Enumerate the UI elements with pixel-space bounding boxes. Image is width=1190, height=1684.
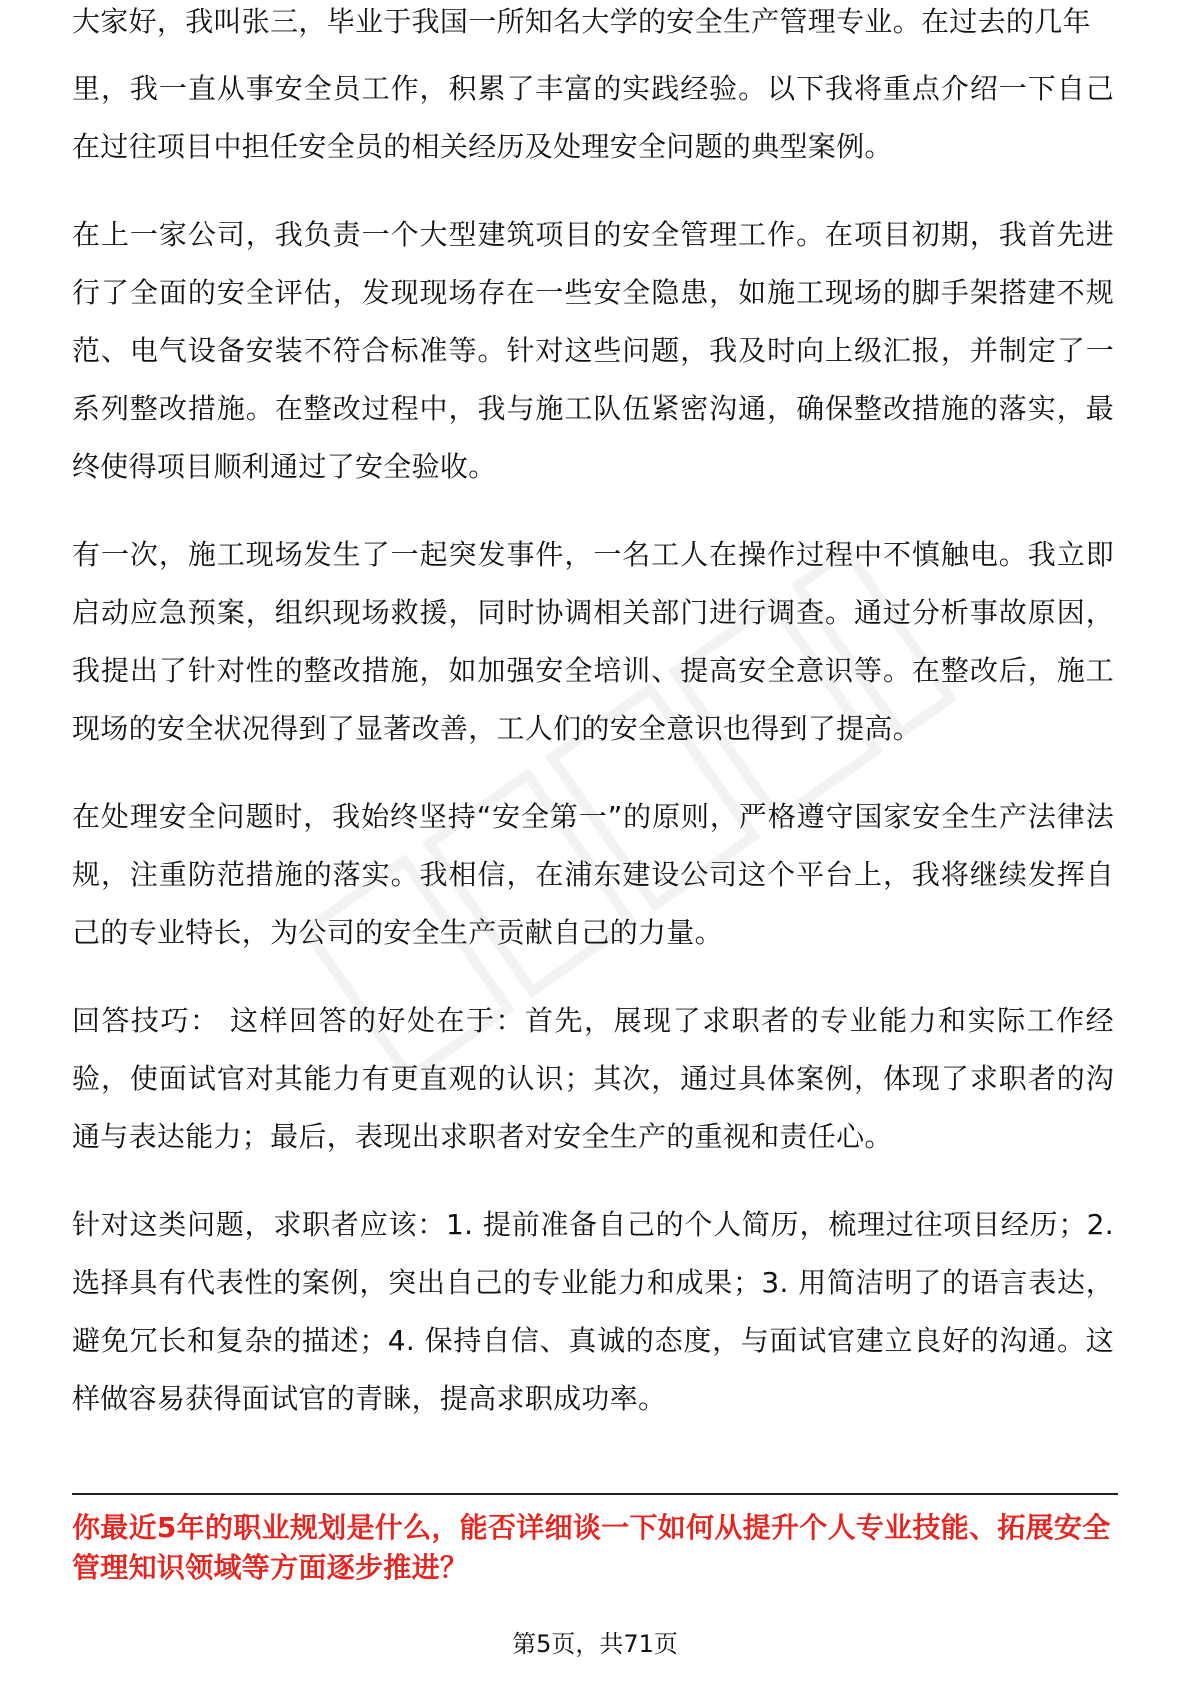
paragraph: 里，我一直从事安全员工作，积累了丰富的实践经验。以下我将重点介绍一下自己在过往项目中担任安全员的相关经历及处理安全问题的典型案例。 <box>72 72 1114 163</box>
partial-top-line: 大家好，我叫张三，毕业于我国一所知名大学的安全生产管理专业。在过去的几年 <box>72 5 1091 38</box>
paragraph: 在处理安全问题时，我始终坚持“安全第一”的原则，严格遵守国家安全生产法律法规，注重防范措施的落实。我相信，在浦东建设公司这个平台上，我将继续发挥自己的专业特长，为公司的安全生产贡献自己的力量。 <box>72 800 1114 949</box>
page-number: 第5页，共71页 <box>512 1630 678 1658</box>
answer-body <box>72 60 1114 1458</box>
advice-paragraph: 针对这类问题，求职者应该：1. 提前准备自己的个人简历，梳理过往项目经历；2. 选择具有代表性的案例，突出自己的专业能力和成果；3. 用简洁明了的语言表达，避免冗长和复杂的描述；4. 保持自信、真诚的态度，与面试官建立良好的沟通。这样做容易获得面试官的青睐，提高求职成功率。 <box>72 1208 1114 1415</box>
paragraph: 有一次，施工现场发生了一起突发事件，一名工人在操作过程中不慎触电。我立即启动应急预案，组织现场救援，同时协调相关部门进行调查。通过分析事故原因，我提出了针对性的整改措施，如加强安全培训、提高安全意识等。在整改后，施工现场的安全状况得到了显著改善，工人们的安全意识也得到了提高。 <box>72 538 1114 745</box>
section-divider <box>72 1493 1118 1495</box>
answer-tips-paragraph: 回答技巧： 这样回答的好处在于：首先，展现了求职者的专业能力和实际工作经验，使面试官对其能力有更直观的认识；其次，通过具体案例，体现了求职者的沟通与表达能力；最后，表现出求职者对安全生产的重视和责任心。 <box>72 1004 1114 1153</box>
paragraph: 在上一家公司，我负责一个大型建筑项目的安全管理工作。在项目初期，我首先进行了全面的安全评估，发现现场存在一些安全隐患，如施工现场的脚手架搭建不规范、电气设备安装不符合标准等。针对这些问题，我及时向上级汇报，并制定了一系列整改措施。在整改过程中，我与施工队伍紧密沟通，确保整改措施的落实，最终使得项目顺利通过了安全验收。 <box>72 218 1114 483</box>
next-question-heading: 你最近5年的职业规划是什么，能否详细谈一下如何从提升个人专业技能、拓展安全管理知识领域等方面逐步推进？ <box>72 1511 1111 1584</box>
